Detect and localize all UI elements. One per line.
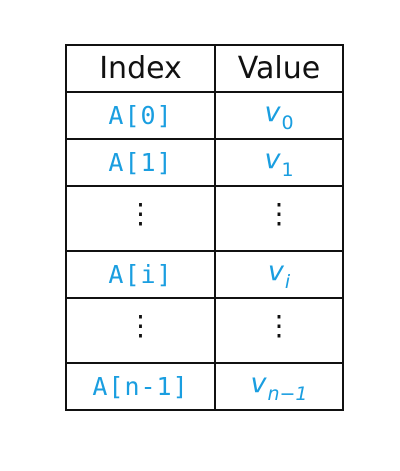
vertical-ellipsis-icon: ⋮	[265, 309, 293, 342]
value-subscript: n−1	[267, 383, 308, 405]
vertical-ellipsis-icon: ⋮	[126, 309, 155, 342]
value-ellipsis	[215, 298, 343, 363]
index-ellipsis	[66, 186, 215, 251]
value-subscript: i	[284, 271, 291, 293]
table-row	[66, 139, 343, 186]
value-cell	[215, 92, 343, 139]
ellipsis-row	[66, 186, 343, 251]
index-cell: A[i]	[66, 251, 215, 298]
index-cell: A[0]	[66, 92, 215, 139]
header-row	[66, 45, 343, 92]
value-cell	[215, 139, 343, 186]
value-subscript: 0	[281, 112, 294, 134]
ellipsis-row	[66, 298, 343, 363]
index-header: Index	[66, 45, 215, 92]
value-symbol: v	[267, 256, 284, 287]
value-cell	[215, 363, 343, 410]
value-subscript: 1	[281, 159, 294, 181]
value-ellipsis	[215, 186, 343, 251]
table-row	[66, 363, 343, 410]
index-cell: A[n-1]	[66, 363, 215, 410]
value-symbol: v	[264, 97, 281, 128]
value-symbol: v	[264, 144, 281, 175]
vertical-ellipsis-icon: ⋮	[126, 197, 155, 230]
value-cell	[215, 251, 343, 298]
vertical-ellipsis-icon: ⋮	[265, 197, 293, 230]
index-cell: A[1]	[66, 139, 215, 186]
array-table	[65, 44, 344, 411]
table-row	[66, 92, 343, 139]
index-ellipsis	[66, 298, 215, 363]
value-symbol: v	[250, 368, 267, 399]
value-header: Value	[215, 45, 343, 92]
table-row	[66, 251, 343, 298]
